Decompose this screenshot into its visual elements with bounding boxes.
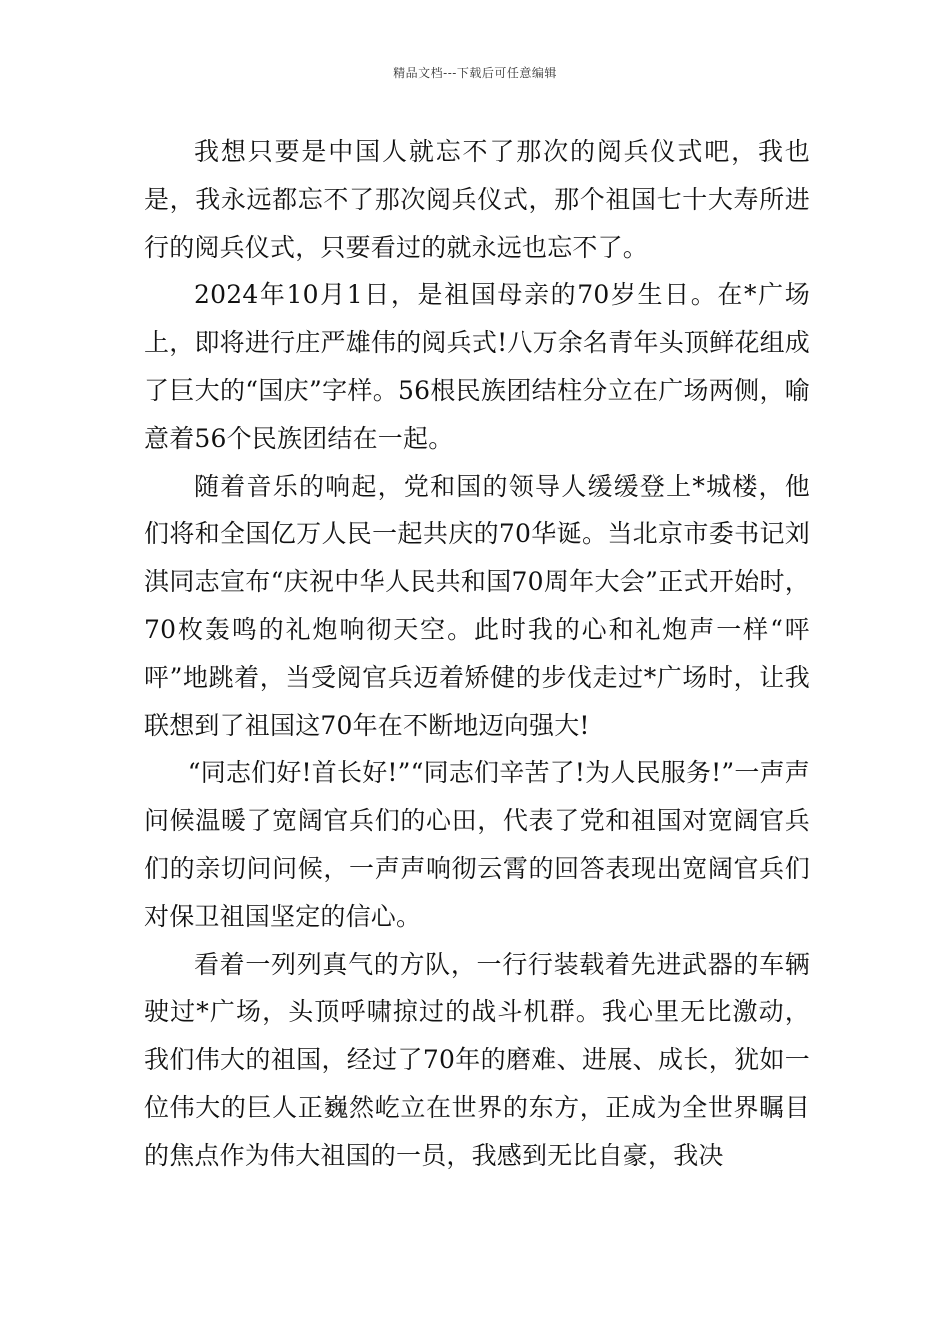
paragraph-2: 2024年10月1日，是祖国母亲的70岁生日。在*广场上，即将进行庄严雄伟的阅兵式!八万余名青年头顶鲜花组成了巨大的“国庆”字样。56根民族团结柱分立在广场两侧，喻意着56个民族团结在一起。 (144, 280, 810, 453)
document-body (144, 128, 810, 1180)
paragraph-4: “同志们好!首长好!”“同志们辛苦了!为人民服务!”一声声问候温暖了宽阔官兵们的心田，代表了党和祖国对宽阔官兵们的亲切问问候，一声声响彻云霄的回答表现出宽阔官兵们对保卫祖国坚定的信心。 (144, 758, 810, 931)
page-header: 精品文档---下载后可任意编辑 (393, 66, 557, 80)
paragraph-3: 随着音乐的响起，党和国的领导人缓缓登上*城楼，他们将和全国亿万人民一起共庆的70华诞。当北京市委书记刘淇同志宣布“庆祝中华人民共和国70周年大会”正式开始时，70枚轰鸣的礼炮响彻天空。此时我的心和礼炮声一样“呯呯”地跳着，当受阅官兵迈着矫健的步伐走过*广场时，让我联想到了祖国这70年在不断地迈向强大! (144, 471, 810, 740)
paragraph-1: 我想只要是中国人就忘不了那次的阅兵仪式吧，我也是，我永远都忘不了那次阅兵仪式，那个祖国七十大寿所进行的阅兵仪式，只要看过的就永远也忘不了。 (144, 137, 810, 262)
paragraph-5: 看着一列列真气的方队，一行行装载着先进武器的车辆驶过*广场，头顶呼啸掠过的战斗机群。我心里无比激动，我们伟大的祖国，经过了70年的磨难、进展、成长，犹如一位伟大的巨人正巍然屹立在世界的东方，正成为全世界瞩目的焦点作为伟大祖国的一员，我感到无比自豪，我决 (144, 949, 810, 1170)
